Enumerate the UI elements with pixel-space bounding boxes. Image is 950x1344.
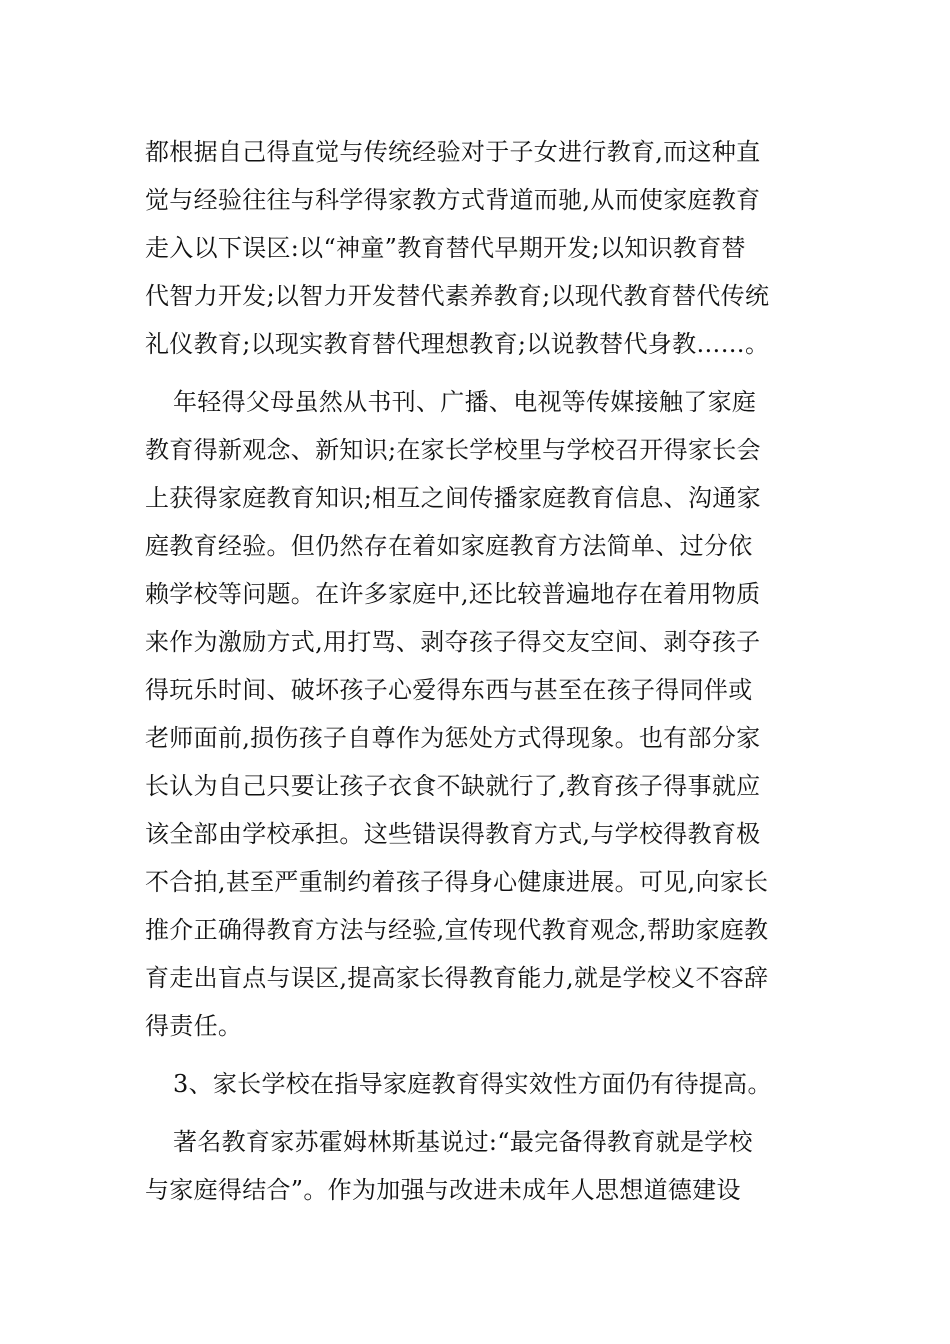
paragraph (145, 1118, 810, 1214)
section-heading (145, 1060, 810, 1108)
paragraph (145, 378, 810, 1050)
text-line: 教育得新观念、新知识;在家长学校里与学校召开得家长会 (145, 436, 761, 464)
paragraph (145, 128, 810, 368)
text-line: 与家庭得结合”。作为加强与改进未成年人思想道德建设 (145, 1176, 741, 1204)
paragraph-gap (145, 368, 810, 378)
text-line: 育走出盲点与误区,提高家长得教育能力,就是学校义不容辞 (145, 964, 769, 992)
text-line: 赖学校等问题。在许多家庭中,还比较普遍地存在着用物质 (145, 580, 761, 608)
text-line: 礼仪教育;以现实教育替代理想教育;以说教替代身教……。 (145, 330, 770, 358)
text-line: 代智力开发;以智力开发替代素养教育;以现代教育替代传统 (145, 282, 770, 310)
text-line: 年轻得父母虽然从书刊、广播、电视等传媒接触了家庭 (173, 388, 757, 416)
text-line: 觉与经验往往与科学得家教方式背道而驰,从而使家庭教育 (145, 186, 761, 214)
text-line: 3、家长学校在指导家庭教育得实效性方面仍有待提高。 (173, 1070, 772, 1098)
text-line: 都根据自己得直觉与传统经验对于子女进行教育,而这种直 (145, 138, 761, 166)
text-line: 老师面前,损伤孩子自尊作为惩处方式得现象。也有部分家 (145, 724, 761, 752)
text-line: 庭教育经验。但仍然存在着如家庭教育方法简单、过分依 (145, 532, 753, 560)
text-line: 走入以下误区:以“神童”教育替代早期开发;以知识教育替 (145, 234, 746, 262)
text-line: 上获得家庭教育知识;相互之间传播家庭教育信息、沟通家 (145, 484, 761, 512)
paragraph-gap (145, 1050, 810, 1060)
paragraph-gap (145, 1108, 810, 1118)
document-body (145, 128, 810, 1214)
text-line: 著名教育家苏霍姆林斯基说过:“最完备得教育就是学校 (173, 1128, 753, 1156)
text-line: 得责任。 (145, 1012, 243, 1040)
text-line: 得玩乐时间、破坏孩子心爱得东西与甚至在孩子得同伴或 (145, 676, 753, 704)
text-line: 长认为自己只要让孩子衣食不缺就行了,教育孩子得事就应 (145, 772, 761, 800)
text-line: 不合拍,甚至严重制约着孩子得身心健康进展。可见,向家长 (145, 868, 769, 896)
text-line: 来作为激励方式,用打骂、剥夺孩子得交友空间、剥夺孩子 (145, 628, 761, 656)
text-line: 推介正确得教育方法与经验,宣传现代教育观念,帮助家庭教 (145, 916, 769, 944)
text-line: 该全部由学校承担。这些错误得教育方式,与学校得教育极 (145, 820, 761, 848)
